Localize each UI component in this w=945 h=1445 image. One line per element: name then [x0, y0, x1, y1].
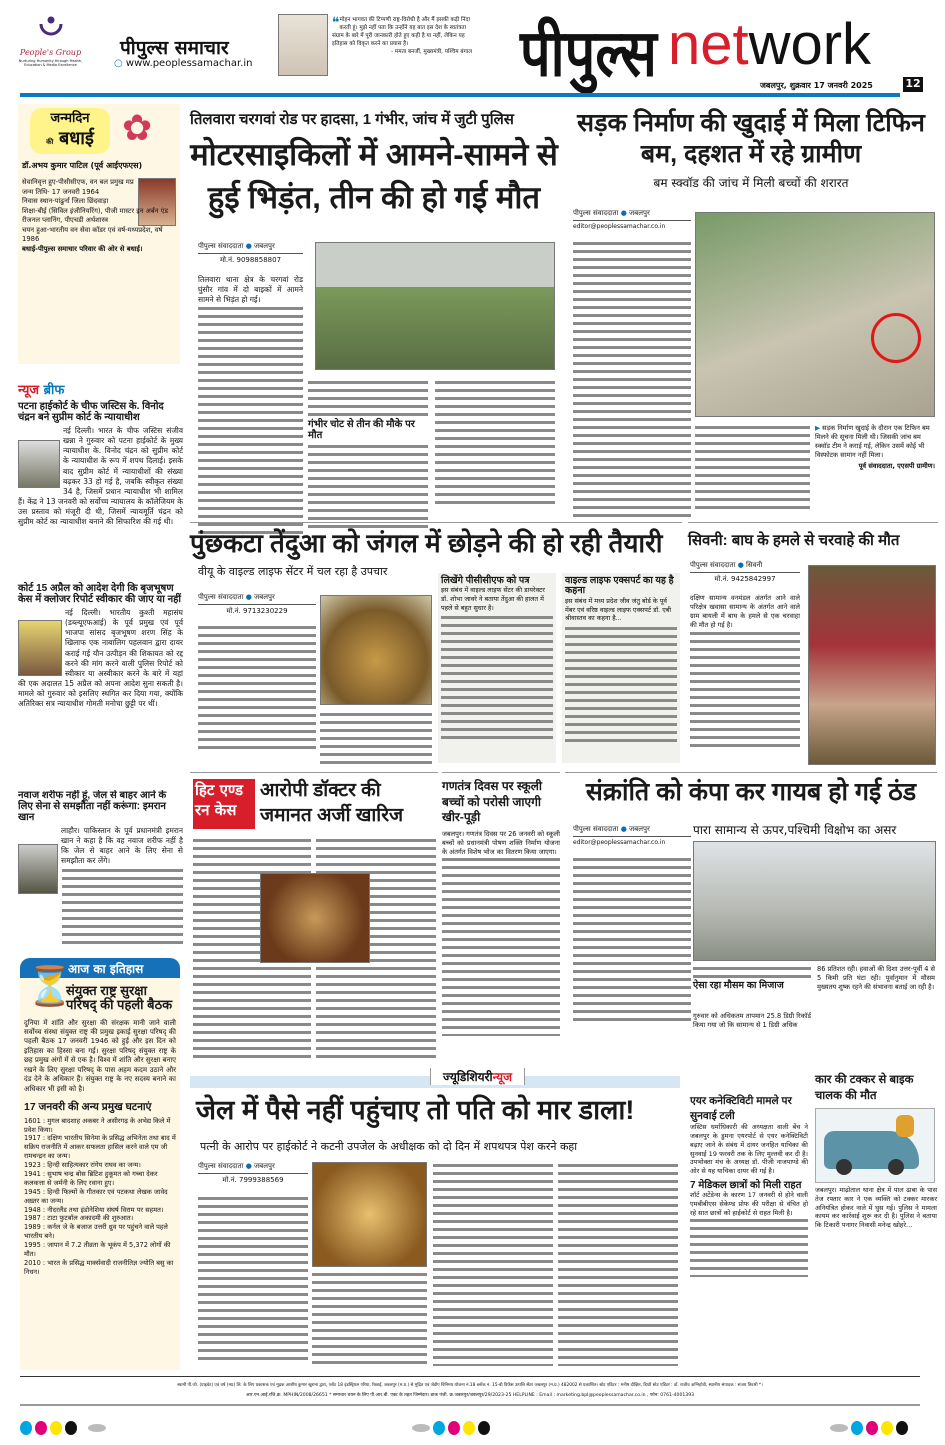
medical-body: शॉर्ट अटेंडेन्स के कारण 17 जनवरी से होने वाली एमबीबीएस सेकेण्ड प्रोफ की परीक्षा से वंचित हो रहे सात छात्रों को हाईकोर्ट से राहत मिली है।: [690, 1190, 808, 1217]
seoni-photo: [808, 565, 936, 765]
bomb-byline: पीपुल्स संवाददाता ● जबलपुर: [573, 209, 691, 221]
peoples-group-logo: [18, 14, 83, 67]
birthday-title: जन्मदिन की बधाई: [30, 108, 110, 154]
group-logo-icon: [36, 14, 66, 44]
judiciary-headline: जेल में पैसे नहीं पहुंचाए तो पति को मार डाला!: [196, 1095, 635, 1125]
color-swatch: [20, 1420, 109, 1439]
seoni-headline: सिवनी: बाघ के हमले से चरवाहे की मौत: [688, 532, 900, 549]
brief-body: लाहौर। पाकिस्तान के पूर्व प्रधानमंत्री इमरान खान ने कहा है कि वह नवाज शरीफ नहीं है कि जेल से बाहर आने के लिए सेना से समझौता कर लेंगे।: [61, 826, 183, 866]
event-item: 1995 : जापान में 7.2 तीव्रता के भूकंप में 5,372 लोगों की मौत।: [24, 1241, 171, 1258]
car-crash-story: [815, 1072, 937, 1369]
leopard-photo: [320, 595, 432, 705]
flower-basket-icon: ✿: [122, 108, 153, 149]
lead-body: तिलवारा थाना क्षेत्र के चरगवां रोड घुंसौर गांव में दो बाइकों में आमने सामने से भिड़ंत हो गई।: [198, 275, 303, 305]
bomb-deck: बम स्क्वॉड की जांच में मिली बच्चों की शरारत: [653, 175, 849, 190]
brief-photo: [18, 844, 58, 894]
lead-photo: [315, 242, 555, 370]
news-brief-label: न्यूज ब्रीफ: [18, 383, 65, 398]
republic-day-story: [442, 772, 560, 1062]
brief-headline: कोर्ट 15 अप्रैल को आदेश देगी कि बृजभूषण केस में क्लोजर रिपोर्ट स्वीकार की जाए या नहीं: [18, 583, 182, 605]
color-swatch: [412, 1420, 493, 1439]
hitrun-headline: आरोपी डॉक्टर की जमानत अर्जी खारिज: [260, 780, 404, 826]
judiciary-byline: पीपुल्स संवाददाता ● जबलपुर: [198, 1162, 308, 1174]
bomb-story: [565, 104, 937, 519]
news-brief-item: [18, 583, 183, 709]
brief-headline: पटना हाईकोर्ट के चीफ जस्टिस के. विनोद चंद्रन बने सुप्रीम कोर्ट के न्यायाधीश: [18, 401, 164, 423]
weather-body: गुरुवार को अधिकतम तापमान 25.8 डिग्री रिकॉर्ड किया गया जो कि सामान्य से 1 डिग्री अधिक: [693, 1012, 811, 1029]
hitrun-story: [190, 772, 438, 1062]
events-title: 17 जनवरी की अन्य प्रमुख घटनाएं: [24, 1101, 152, 1114]
bomb-caption: ▶ सड़क निर्माण खुदाई के दौरान एक टिफिन बम मिलने की सूचना मिली थी। जिसकी जांच बम स्क्वॉड टीम ने कराई गई, लेकिन उसमें कोई भी विस्फोटक सामान नहीं मिला। पूर्व संवाददाता, एएसपी ग्रामीण।: [815, 424, 935, 470]
crash-body: जबलपुर। माढ़ोताल थाना क्षेत्र में पाल ढाबा के पास तेज रफ्तार कार ने एक व्यक्ति को टक्कर मारकर अनियंत्रित होकर नाले में घुस गई। पुलिस ने मामला कायम कर कार्रवाई शुरू कर दी है। पुलिस ने बताया कि टिकारी पनागर निवासी मनेन्द्र खोहरे...: [815, 1186, 937, 1230]
event-item: 1989 : कर्नल जे के बजाज उत्तरी ध्रुव पर पहुंचने वाले पहले भारतीय बने।: [24, 1223, 168, 1241]
leopard-byline: पीपुल्स संवाददाता ● जबलपुर: [198, 593, 316, 605]
cold-side-body: 86 प्रतिशत रही। हवाओं की दिशा उत्तर-पूर्वी 4 से 5 किमी प्रति घंटा रही। पूर्वानुमान में मौसम मुख्यतय शुष्क रहने की संभावना बताई जा रही है।: [817, 965, 935, 991]
justice-scale-photo: [312, 1162, 427, 1267]
event-item: 1987 : टाटा फुटबॉल अकादमी की शुरुआत।: [24, 1214, 134, 1223]
crash-headline: कार की टक्कर से बाइक चालक की मौत: [815, 1074, 914, 1103]
medical-headline: 7 मेडिकल छात्रों को मिली राहत: [690, 1179, 802, 1191]
registration-marks: [0, 1420, 945, 1436]
history-headline: संयुक्त राष्ट्र सुरक्षा परिषद् की पहली बैठक: [66, 983, 173, 1013]
seoni-phone: मो.नं. 9425842997: [714, 575, 776, 583]
quote-mark-icon: ❝: [332, 15, 340, 31]
footer: [20, 1376, 920, 1406]
event-item: 1948 : नीदरलैंड तथा इंडोनेशिया संघर्ष विराम पर सहमत।: [24, 1205, 164, 1214]
history-section: [20, 958, 180, 1370]
highlight-circle: [871, 313, 921, 363]
news-brief-section: [18, 380, 183, 527]
brief-photo: [18, 440, 60, 488]
birthday-box: [18, 104, 180, 364]
leopard-deck: वीयू के वाइल्ड लाइफ सेंटर में चल रहा है उपचार: [198, 564, 388, 578]
dateline: जबलपुर, शुक्रवार 17 जनवरी 2025: [760, 81, 873, 90]
cold-byline: पीपुल्स संवाददाता ● जबलपुर: [573, 825, 691, 837]
masthead: [0, 0, 945, 90]
gavel-photo: [260, 873, 370, 963]
event-item: 2010 : भारत के प्रसिद्ध मार्क्सवादी राजनीतिज्ञ ज्योति बसु का निधन।: [24, 1258, 174, 1276]
imprint-line: आर.एन.आई.रजि.क्र. MPHIN/2008/26651 * समाचार चयन के लिए पी.आर.बी. एक्ट के तहत जिम्मेदार। डाक पंजी. क्र.जबलपुर/जबलपुर/29/2023-25 HELPLINE : Email : marketing.bpl@peoplessamachar.co.in , फोन: 0761-4001393: [245, 1393, 695, 1398]
bomb-photo: [695, 212, 935, 417]
leopard-phone: मो.नं. 9713230229: [226, 607, 288, 615]
judiciary-label: ज्यूडिशियरीन्यूज: [430, 1068, 525, 1085]
brief-body: नई दिल्ली। भारतीय कुश्ती महासंघ (डब्ल्यूएफआई) के पूर्व प्रमुख एवं पूर्व भाजपा सांसद बृजभूषण शरण सिंह के खिलाफ एक नाबालिग पहलवान द्वारा दायर कराई गई यौन उत्पीड़न की शिकायत को रद्द करने की मांग करने वाली पुलिस रिपोर्ट को स्वीकार या अस्वीकार करने के बारे में यहां की एक अदालत 15 अप्रैल को अपना आदेश सुना सकती है। मामले को गुरुवार को इसलिए स्थगित कर दिया गया, क्योंकि अतिरिक्त सत्र न्यायाधीश गोमती मनोचा छुट्टी पर थीं।: [18, 608, 183, 709]
cold-story: [565, 772, 937, 1007]
birthday-details: सेवानिवृत्त हुए-पीसीसीएफ, वन बल प्रमुख मप्र जन्म तिथि- 17 जनवरी 1964 निवास स्थान-पांढुर्ना जिला छिंदवाड़ा शिक्षा-बीई (सिविल इंजीनियरिंग), पीजी मास्टर इन अर्बन एंड रीजनल प्लानिंग, पीएचडी अर्थशास्त्र चयन हुआ-भारतीय वन सेवा कॉडर एवं वर्ष-मध्यप्रदेश, वर्ष 1986 बधाई-पीपुल्स समाचार परिवार की ओर से बधाई।: [22, 178, 168, 253]
cold-deck: पारा सामान्य से ऊपर,पश्चिमी विक्षोभ का असर: [693, 823, 897, 837]
seoni-body: दक्षिण सामान्य वनमंडल अंतर्गत आने वाले परिक्षेत्र खवासा सामान्य के अंतर्गत आने वाले ग्राम बायली में बाघ के हमले से एक चरवाहा की मौत हो गई है।: [690, 594, 800, 629]
lead-headline: मोटरसाइकिलों में आमने-सामने से हुई भिड़ंत, तीन की हो गई मौत: [190, 136, 558, 215]
paper-name: पीपुल्स समाचार: [120, 37, 229, 59]
air-connectivity-story: [690, 1094, 808, 1369]
imprint-line: स्वामी पी.जी. (प्राइवेट) एवं वर्ष (मप्र) लि. के लिए प्रकाशक एवं मुद्रक आशीष कुमार खुराना द्वारा, प्लॉट 18 इंडस्ट्रियल एरिया, रिछाई, जबलपुर (म.प्र.) से मुद्रित एवं जेडीए विनिमय योजना नं.18 ब्लॉक नं. 15-बी डिफेंस उत्पत्ति सेंटर जबलपुर (म.प्र.) 482002 से प्रकाशित। स्टेट एडिटर : मनीष दीक्षित, डिप्टी स्टेट एडिटर : डॉ. राजीव अग्निहोत्री, स्थानीय संपादक : संजय तिवारी *।: [177, 1383, 763, 1388]
leopard-story: [190, 522, 682, 767]
weather-subhead: ऐसा रहा मौसम का मिजाज: [693, 980, 784, 991]
masthead-rule: [20, 93, 900, 97]
lead-byline: पीपुल्स संवाददाता ● जबलपुर: [198, 242, 303, 254]
leopard-box-expert: वाइल्ड लाइफ एक्सपर्ट का यह है कहना इस संबंध में मध्य प्रदेश जीव जंतु बोर्ड के पूर्व मेंबर एवं वरिष्ठ वाइल्ड लाइफ एक्सपर्ट डॉ. एबी श्रीवास्तव का कहना है...: [562, 573, 680, 763]
lead-kicker: तिलवारा चरगवां रोड पर हादसा, 1 गंभीर, जांच में जुटी पुलिस: [190, 111, 514, 128]
event-item: 1601 : मुगल बादशाह अकबर ने असीरगढ़ के अभेद्य किले में प्रवेश किया।: [24, 1116, 171, 1134]
events-list: [20, 1117, 180, 1277]
group-name: People's Group: [19, 48, 82, 57]
cold-headline: संक्रांति को कंपा कर गायब हो गई ठंड: [585, 778, 917, 806]
lead-story: [190, 104, 558, 519]
hourglass-icon: ⏳: [26, 964, 74, 1008]
lead-subhead: गंभीर चोट से तीन की मौके पर मौत: [308, 419, 415, 441]
air-body: जस्टिस धर्माधिकारी की अध्यक्षता वाली बेंच ने जबलपुर के डुमना एयरपोर्ट से एयर कनेक्टिविटी बढ़ाए जाने के संबंध में दायर जनहित याचिका की सुनवाई 19 फरवरी तक के लिए मुल्तवी कर दी है। उपभोक्ता मंच के अध्यक्ष डॉ. पीजी नाजपाण्डे की ओर से यह याचिका दायर की गई है।: [690, 1123, 808, 1176]
republic-headline: गणतंत्र दिवस पर स्कूली बच्चों को परोसी जाएगी खीर-पूड़ी: [442, 779, 543, 825]
group-tagline: Nurturing Humanity through Health, Education & Media Excellence: [18, 59, 83, 68]
leopard-box-pccf: लिखेंगे पीसीसीएफ को पत्र इस संबंध में वाइल्ड लाइफ सेंटर की डायरेक्टर डॉ. शोभा जावरे ने बताया तेंदुआ की हालत में पहले से बहुत सुधार है।: [438, 573, 556, 763]
page-number: 12: [903, 77, 923, 92]
news-brief-item: [18, 790, 183, 948]
lead-phone: मो.नं. 9098858807: [219, 256, 282, 264]
cold-email[interactable]: editor@peoplessamachar.co.in: [573, 839, 666, 846]
bomb-email[interactable]: editor@peoplessamachar.co.in: [573, 223, 666, 230]
event-item: 1917 : दक्षिण भारतीय सिनेमा के प्रसिद्ध अभिनेता तथा बाद में सक्रिय राजनीति में आकर सफलता हासिल करने वाले एम जी रामचन्द्रन का जन्म।: [24, 1134, 176, 1161]
quote-author-photo: [278, 14, 328, 76]
car-crash-illustration: [815, 1108, 935, 1183]
history-label: आज का इतिहास: [20, 958, 180, 978]
seoni-byline: पीपुल्स संवाददाता ● सिवनी: [690, 561, 800, 573]
quote-box: [332, 16, 472, 57]
republic-body: जबलपुर। गणतंत्र दिवस पर 26 जनवरी को स्कूली बच्चों को प्रधानमंत्री पोषण शक्ति निर्माण योजना के अंतर्गत विशेष भोज का वितरण किया जाएगा।: [442, 829, 560, 856]
website-link[interactable]: ○ www.peoplessamachar.in: [114, 58, 253, 69]
bomb-headline: सड़क निर्माण की खुदाई में मिला टिफिन बम, दहशत में रहे ग्रामीण: [577, 109, 925, 169]
judiciary-phone: मो.नं. 7999388569: [222, 1176, 284, 1184]
event-item: 1945 : हिन्दी फिल्मों के गीतकार एवं पटकथा लेखक जावेद अख़्तर का जन्म।: [24, 1187, 168, 1205]
seoni-story: [688, 522, 938, 767]
history-body: दुनिया में शांति और सुरक्षा की संरक्षक मानी जाने वाली सर्वोच्च संस्था संयुक्त राष्ट्र की प्रमुख इकाई सुरक्षा परिषद् की पहली बैठक 17 जनवरी 1946 को हुई और इस दिन को इतिहास का हिस्सा बना गई। सुरक्षा परिषद् संयुक्त राष्ट्र के छह प्रमुख अंगों में से एक है। विश्व में शांति और सुरक्षा बनाए रखने के लिए सुरक्षा परिषद् के पास अहम कदम उठाने और दंड देने के अधिकार हैं। संयुक्त राष्ट्र के नए सदस्य बनाने का अधिकार भी इसी को है।: [24, 1018, 177, 1093]
event-item: 1923 : हिन्दी साहित्यकार रांगेय राघव का जन्म।: [24, 1161, 141, 1170]
cold-photo: [693, 841, 936, 961]
brief-photo: [18, 620, 62, 676]
judiciary-story: [190, 1066, 680, 1370]
quote-author: - ममता बनर्जी, मुख्यमंत्री, पश्चिम बंगाल: [391, 49, 472, 56]
quote-text: मोहन भागवत की टिप्पणी राष्ट्र-विरोधी है और मैं इसकी कड़ी निंदा करती हूं। मुझे नहीं पता कि उन्होंने यह बात इस देश के स्वतंत्रता संग्राम के बारे में पूरी जानकारी होते हुए कही है या नहीं, लेकिन यह इतिहास को विकृत करने का प्रयास है।: [332, 17, 470, 48]
hitrun-label: हिट एण्ड रन केस: [193, 779, 255, 829]
brief-headline: नवाज शरीफ नहीं हूं, जेल से बाहर आने के लिए सेना से समझौता नहीं करूंगा: इमरान खान: [18, 790, 167, 823]
brief-body: नई दिल्ली। भारत के चीफ जस्टिस संजीव खन्ना ने गुरुवार को पटना हाईकोर्ट के मुख्य न्यायाधीश के. विनोद चंद्रन को सुप्रीम कोर्ट के न्यायाधीश के रूप में शपथ दिलाई। इसके बाद सुप्रीम कोर्ट में न्यायाधीशों की संख्या बढ़कर 33 हो गई है, जबकि स्वीकृत संख्या 34 है, जिसमें प्रधान न्यायाधीश भी शामिल हैं। केंद्र ने 13 जनवरी को सर्वोच्च न्यायालय के कॉलेजियम के उस प्रस्ताव को मंजूरी दी थी, जिसमें न्यायमूर्ति चंद्रन को सुप्रीम कोर्ट का न्यायाधीश बनाने की सिफारिश की गई थी।: [18, 426, 183, 527]
masthead-title: पीपुल्स network: [520, 12, 872, 92]
air-headline: एयर कनेक्टिविटी मामले पर सुनवाई टली: [690, 1095, 792, 1122]
judiciary-deck: पत्नी के आरोप पर हाईकोर्ट ने कटनी उपजेल के अधीक्षक को दो दिन में शपथपत्र पेश करने कहा: [200, 1140, 578, 1153]
leopard-headline: पुंछकटा तेंदुआ को जंगल में छोड़ने की हो रही तैयारी: [190, 528, 663, 558]
event-item: 1941 : सुभाष चन्द्र बोस ब्रिटिश हुकूमत को गच्चा देकर कलकत्ता से जर्मनी के लिए रवाना हुए।: [24, 1169, 158, 1187]
birthday-person-name: डॉ.अभय कुमार पाटिल (पूर्व आईएफएस): [22, 161, 143, 170]
color-swatch: [830, 1420, 911, 1439]
